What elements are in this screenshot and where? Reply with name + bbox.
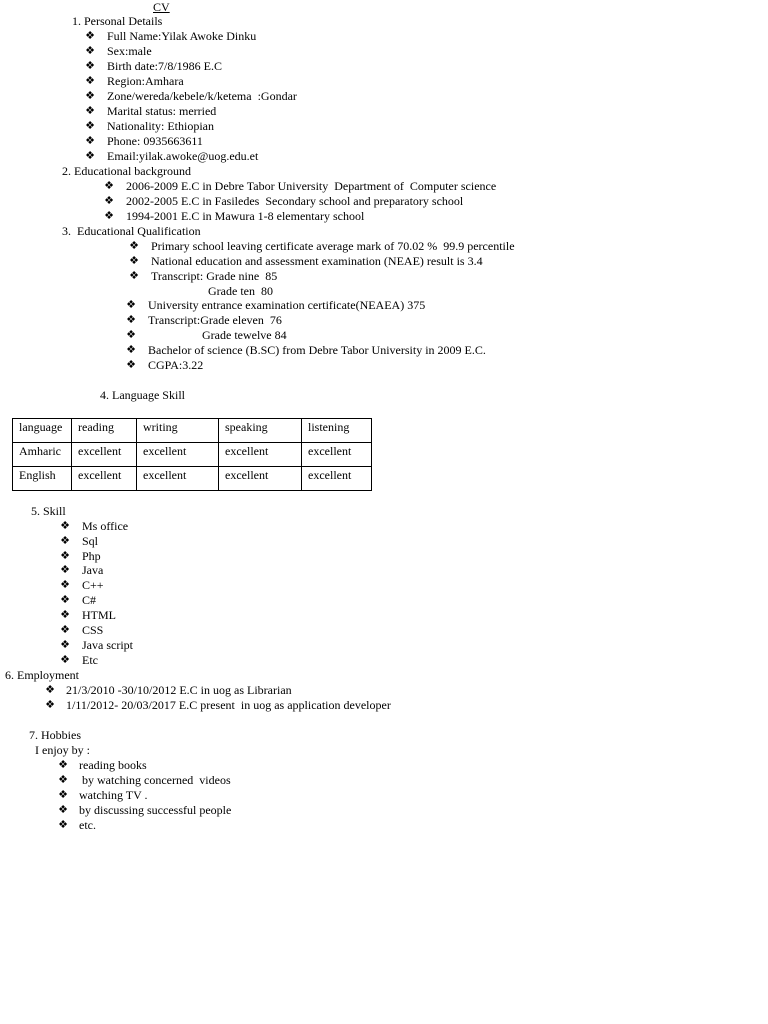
bullet-icon: ❖ xyxy=(85,105,95,117)
list-item: Zone/wereda/kebele/k/ketema :Gondar xyxy=(107,89,297,103)
table-cell: Amharic xyxy=(13,443,72,467)
language-table xyxy=(12,418,372,491)
bullet-icon: ❖ xyxy=(60,609,70,621)
employment-heading: 6. Employment xyxy=(5,668,79,682)
bullet-icon: ❖ xyxy=(129,270,139,282)
list-item: CGPA:3.22 xyxy=(148,358,204,372)
list-item: Full Name:Yilak Awoke Dinku xyxy=(107,29,257,43)
language-heading: 4. Language Skill xyxy=(100,388,185,402)
list-item: C++ xyxy=(82,578,104,592)
bullet-icon: ❖ xyxy=(126,329,136,341)
bullet-icon: ❖ xyxy=(60,520,70,532)
list-item: watching TV . xyxy=(79,788,148,802)
list-item: by watching concerned videos xyxy=(79,773,231,787)
bullet-icon: ❖ xyxy=(60,594,70,606)
bullet-icon: ❖ xyxy=(85,45,95,57)
bullet-icon: ❖ xyxy=(85,135,95,147)
bullet-icon: ❖ xyxy=(60,564,70,576)
bullet-icon: ❖ xyxy=(45,684,55,696)
bullet-icon: ❖ xyxy=(60,579,70,591)
table-cell: excellent xyxy=(137,467,219,491)
list-item: National education and assessment examination (NEAE) result is 3.4 xyxy=(151,254,483,268)
list-item: 1994-2001 E.C in Mawura 1-8 elementary school xyxy=(126,209,365,223)
table-row xyxy=(13,443,372,467)
list-item: Marital status: merried xyxy=(107,104,217,118)
bullet-icon: ❖ xyxy=(60,654,70,666)
list-item: Phone: 0935663611 xyxy=(107,134,203,148)
personal-details-heading: 1. Personal Details xyxy=(72,14,163,28)
bullet-icon: ❖ xyxy=(85,120,95,132)
list-item: Region:Amhara xyxy=(107,74,184,88)
bullet-icon: ❖ xyxy=(85,150,95,162)
bullet-icon: ❖ xyxy=(60,639,70,651)
list-item: 2006-2009 E.C in Debre Tabor University Department of Computer science xyxy=(126,179,497,193)
list-item: etc. xyxy=(79,818,96,832)
bullet-icon: ❖ xyxy=(104,180,114,192)
table-cell: excellent xyxy=(302,443,372,467)
bullet-icon: ❖ xyxy=(126,359,136,371)
bullet-icon: ❖ xyxy=(126,344,136,356)
bullet-icon: ❖ xyxy=(129,240,139,252)
list-item: reading books xyxy=(79,758,147,772)
list-item: HTML xyxy=(82,608,116,622)
table-header-cell: listening xyxy=(302,419,372,443)
bullet-icon: ❖ xyxy=(58,819,68,831)
bullet-icon: ❖ xyxy=(129,255,139,267)
hobbies-heading: 7. Hobbies xyxy=(29,728,81,742)
list-item: C# xyxy=(82,593,97,607)
list-item: Birth date:7/8/1986 E.C xyxy=(107,59,222,73)
bullet-icon: ❖ xyxy=(85,75,95,87)
list-item: Transcript:Grade eleven 76 xyxy=(148,313,282,327)
bullet-icon: ❖ xyxy=(85,60,95,72)
table-header-row xyxy=(13,419,372,443)
table-row xyxy=(13,467,372,491)
list-item-continuation: Grade tewelve 84 xyxy=(202,328,287,342)
bullet-icon: ❖ xyxy=(60,550,70,562)
bullet-icon: ❖ xyxy=(45,699,55,711)
table-cell: excellent xyxy=(137,443,219,467)
education-heading: 2. Educational background xyxy=(62,164,191,178)
bullet-icon: ❖ xyxy=(60,624,70,636)
table-cell: English xyxy=(13,467,72,491)
bullet-icon: ❖ xyxy=(85,30,95,42)
list-item: Nationality: Ethiopian xyxy=(107,119,214,133)
table-header-cell: language xyxy=(13,419,72,443)
bullet-icon: ❖ xyxy=(58,759,68,771)
hobbies-intro: I enjoy by : xyxy=(35,743,90,757)
bullet-icon: ❖ xyxy=(58,789,68,801)
bullet-icon: ❖ xyxy=(58,804,68,816)
table-cell: excellent xyxy=(72,443,137,467)
bullet-icon: ❖ xyxy=(58,774,68,786)
table-cell: excellent xyxy=(219,467,302,491)
list-item: 1/11/2012- 20/03/2017 E.C present in uog as application developer xyxy=(66,698,391,712)
list-item-continuation: Grade ten 80 xyxy=(208,284,273,298)
list-item: Bachelor of science (B.SC) from Debre Tabor University in 2009 E.C. xyxy=(148,343,486,357)
bullet-icon: ❖ xyxy=(60,535,70,547)
skill-heading: 5. Skill xyxy=(31,504,66,518)
list-item: 21/3/2010 -30/10/2012 E.C in uog as Librarian xyxy=(66,683,292,697)
list-item: Php xyxy=(82,549,101,563)
email-link[interactable]: Email:yilak.awoke@uog.edu.et xyxy=(107,149,259,163)
cv-title: CV xyxy=(153,0,170,14)
table-header-cell: reading xyxy=(72,419,137,443)
list-item: Java xyxy=(82,563,104,577)
list-item: 2002-2005 E.C in Fasiledes Secondary school and preparatory school xyxy=(126,194,464,208)
bullet-icon: ❖ xyxy=(126,314,136,326)
table-header-cell: speaking xyxy=(219,419,302,443)
qualification-heading: 3. Educational Qualification xyxy=(62,224,201,238)
bullet-icon: ❖ xyxy=(104,210,114,222)
table-header-cell: writing xyxy=(137,419,219,443)
list-item: by discussing successful people xyxy=(79,803,232,817)
bullet-icon: ❖ xyxy=(104,195,114,207)
list-item: University entrance examination certificate(NEAEA) 375 xyxy=(148,298,426,312)
table-cell: excellent xyxy=(219,443,302,467)
bullet-icon: ❖ xyxy=(85,90,95,102)
list-item: Ms office xyxy=(82,519,129,533)
list-item: Etc xyxy=(82,653,98,667)
list-item: Sex:male xyxy=(107,44,152,58)
bullet-icon: ❖ xyxy=(126,299,136,311)
list-item: Sql xyxy=(82,534,99,548)
table-cell: excellent xyxy=(72,467,137,491)
list-item: Primary school leaving certificate average mark of 70.02 % 99.9 percentile xyxy=(151,239,515,253)
table-cell: excellent xyxy=(302,467,372,491)
list-item: Java script xyxy=(82,638,133,652)
list-item: CSS xyxy=(82,623,104,637)
list-item: Transcript: Grade nine 85 xyxy=(151,269,278,283)
